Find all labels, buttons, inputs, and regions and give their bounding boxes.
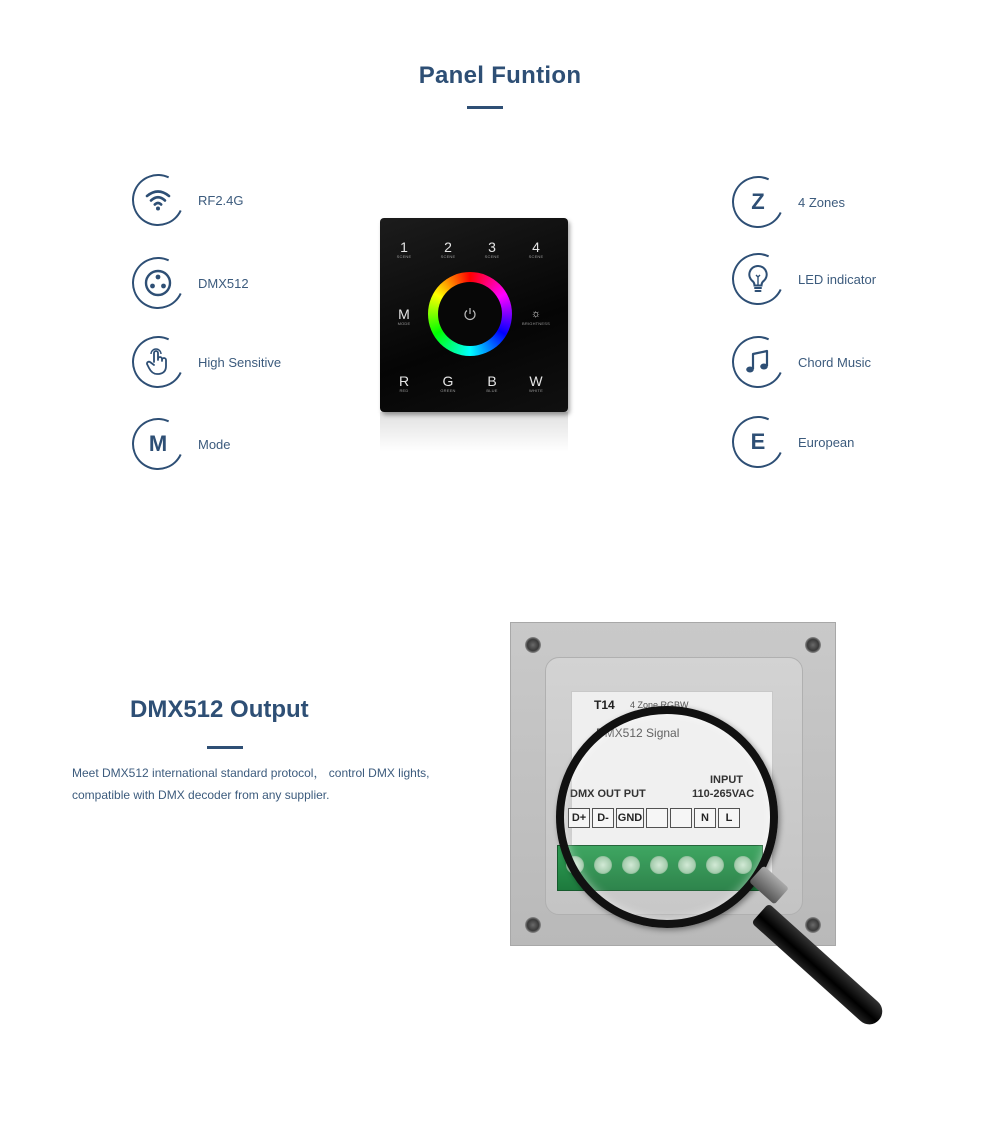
music-note-icon [745, 349, 771, 375]
key-red: R RED [398, 373, 410, 393]
module-output-label: DMX OUT PUT [570, 788, 646, 800]
touch-panel-image [380, 218, 568, 412]
letter-z-icon: Z [751, 189, 765, 214]
feature-label: Chord Music [798, 354, 871, 370]
color-wheel [428, 272, 512, 356]
terminal-label: D+ [568, 808, 590, 828]
screw-icon [525, 917, 541, 933]
key-white: W WHITE [529, 373, 543, 393]
dmx-description-line: Meet DMX512 international standard protocol， control DMX lights, [72, 766, 430, 780]
key-green: G GREEN [440, 373, 456, 393]
feature-label: DMX512 [198, 275, 249, 291]
terminal-label: L [718, 808, 740, 828]
feature-label: 4 Zones [798, 194, 845, 210]
brightness-icon: ☼ [530, 308, 542, 320]
screw-icon [805, 917, 821, 933]
feature-label: LED indicator [798, 271, 877, 287]
module-input-label: INPUT [710, 774, 743, 786]
key-zone-1: 1 SCENE [396, 239, 412, 259]
key-zone-2: 2 SCENE [440, 239, 456, 259]
dmx-connector-icon [144, 269, 172, 297]
terminal-label: D- [592, 808, 614, 828]
module-signal: DMX512 Signal [596, 726, 680, 740]
magnifier-lens [556, 706, 778, 928]
lightbulb-icon [747, 264, 769, 294]
feature-label: RF2.4G [198, 192, 244, 208]
module-input-voltage: 110-265VAC [692, 788, 755, 800]
screw-icon [525, 637, 541, 653]
title-divider [467, 106, 503, 109]
terminal-label: N [694, 808, 716, 828]
screw-icon [805, 637, 821, 653]
feature-music [732, 336, 871, 388]
dmx-title-divider [207, 746, 243, 749]
feature-label: High Sensitive [198, 354, 282, 370]
letter-m-icon: M [148, 431, 168, 456]
key-zone-4: 4 SCENE [528, 239, 544, 259]
touch-hand-icon [145, 348, 171, 376]
feature-zones [732, 176, 845, 228]
power-icon [463, 307, 477, 321]
feature-led [732, 253, 876, 305]
dmx-description-line: compatible with DMX decoder from any supplier. [72, 788, 330, 802]
feature-label: Mode [198, 436, 231, 452]
key-brightness: ☼ BRIGHTNESS [521, 308, 550, 326]
module-model: T14 [594, 698, 615, 712]
feature-european [732, 416, 854, 468]
letter-e-icon: E [750, 429, 766, 454]
panel-reflection [380, 412, 568, 452]
feature-rf [132, 174, 244, 226]
panel-function-title: Panel Funtion [418, 62, 582, 89]
dmx-description [72, 762, 472, 806]
dmx-output-title: DMX512 Output [130, 696, 309, 723]
feature-label: European [798, 434, 855, 450]
feature-dmx [132, 257, 249, 309]
key-zone-3: 3 SCENE [484, 239, 500, 259]
wifi-icon [145, 188, 171, 212]
key-blue: B BLUE [486, 373, 498, 393]
feature-sensitive [132, 336, 281, 388]
key-mode: M MODE [397, 306, 411, 326]
terminal-label: GND [616, 808, 644, 828]
feature-mode [132, 418, 231, 470]
module-model-sub: 4 Zone RGBW [630, 700, 689, 710]
